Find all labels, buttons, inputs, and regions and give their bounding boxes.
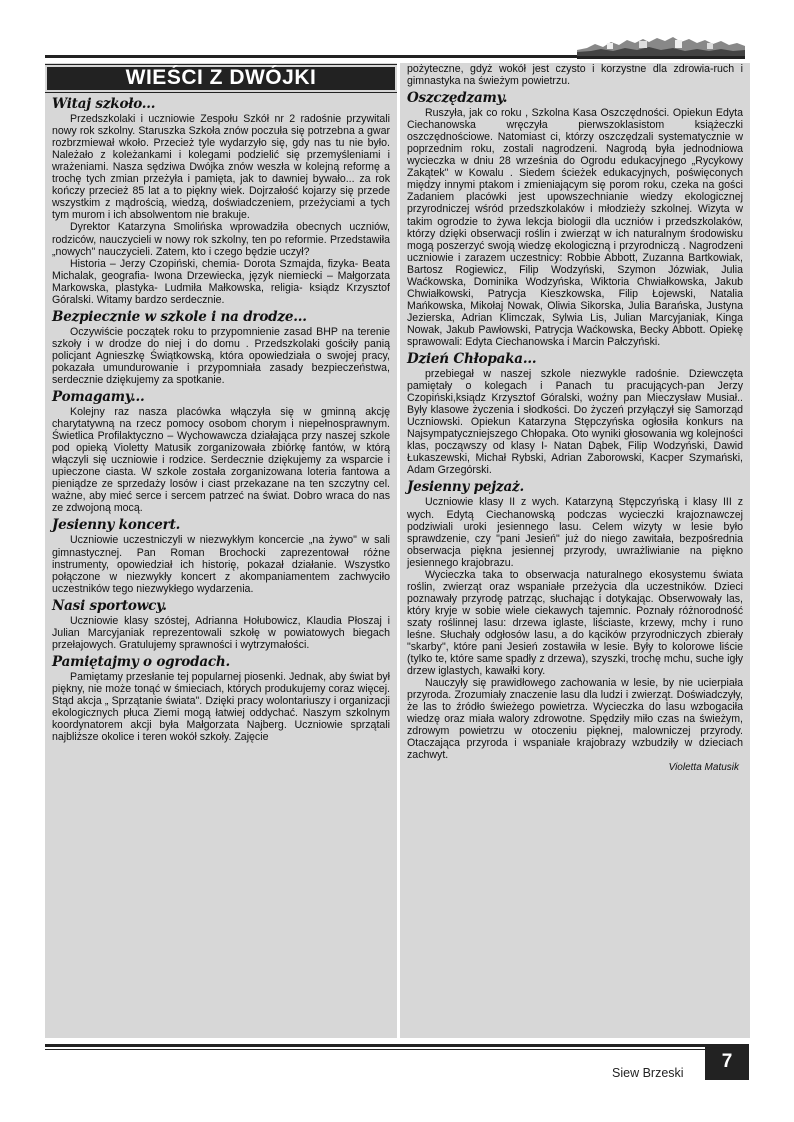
bottom-rule	[45, 1044, 705, 1047]
article-paragraph: Pamiętamy przesłanie tej popularnej piosenki. Jednak, aby świat był piękny, nie może tonąć w śmieciach, których produkujemy coraz więcej. Stąd akcja „ Sprzątanie świata". Dzięki pracy wolontariuszy i organizacji ekologicznych płuca Ziemi mogą łatwiej oddychać. Naszym szkolnym koordynatorem akcji była Małgorzata Najberg. Uczniowie sprzątali najbliższe okolice i teren wokół szkoły. Zajęcie	[52, 670, 390, 744]
article-heading: Oszczędzamy.	[407, 90, 508, 107]
article-heading: Pamiętajmy o ogrodach.	[52, 653, 231, 670]
article-heading: Jesienny pejzaż.	[407, 479, 524, 496]
article-heading: Witaj szkoło...	[52, 96, 156, 113]
village-landscape-image	[577, 30, 745, 59]
bottom-rule-thin	[45, 1049, 705, 1050]
article-heading: Dzień Chłopaka...	[407, 351, 537, 368]
article-paragraph: Historia – Jerzy Czopiński, chemia- Dorota Szmajda, fizyka- Beata Michalak, geografia- Iwona Drzewiecka, język niemiecki – Małgorzata Markowska, plastyka- Ludmiła Małkowska, religia- ksiądz Krzysztof Góralski. Witamy bardzo serdecznie.	[52, 257, 390, 306]
article-paragraph: Kolejny raz nasza placówka włączyła się w gminną akcję charytatywną na rzecz pomocy osobom chorym i niepełnosprawnym. Świetlica Profilaktyczno – Wychowawcza działająca przy naszej szkole pod opieką Violetty Matusik zorganizowała zbiórkę fantów, w którą włączyli się uczniowie i rodzice. Serdecznie dziękujemy za wsparcie i upieczone ciasta. W szkole została zorganizowana loteria fantowa a pieniądze ze sprzedaży losów i ciast przekazane na ten szczytny cel. ważne, aby mieć serce i sercem patrzeć na świat. Dobro wraca do nas ze zdwojoną mocą.	[52, 406, 390, 515]
article-heading: Nasi sportowcy.	[52, 597, 167, 614]
section-banner: WIEŚCI Z DWÓJKI	[47, 67, 395, 90]
article-paragraph: Przedszkolaki i uczniowie Zespołu Szkół nr 2 radośnie przywitali nowy rok szkolny. Staruszka Szkoła znów poczuła się potrzebna a gwar rozbrzmiewał wkoło. Przecież tyle wydarzyło się, gdy nas tu nie było. Należało z koleżankami i kolegami podzielić się przemyśleniami i wrażeniami. Nasza sędziwa Dwójka znów weszła w kolejną reformę a trochę tych zmian przeżyła i pamięta, jak to dawniej bywało... za rok kończy przecież 85 lat a to piękny wiek. Dojrzałość kojarzy się przede wszystkim z mądrością, wiedzą, doświadczeniem, przeżyciami a tych tym murom i ich absolwentom nie brakuje.	[52, 113, 390, 222]
article-paragraph-continued: pożyteczne, gdyż wokół jest czysto i korzystne dla zdrowia-ruch i gimnastyka na świeżym powietrzu.	[407, 63, 743, 88]
article-paragraph: Ruszyła, jak co roku , Szkolna Kasa Oszczędności. Opiekun Edyta Ciechanowska wręczyła pierwszoklasistom książeczki oszczędnościowe. Natomiast ci, którzy oszczędzali systematycznie w poprzednim roku, zostali nagrodzeni. Nagrodą była jednodniowa wycieczka w dniu 28 września do Ogrodu edukacyjnego „Rycykowy Zakątek" w Kowalu . Siedem ścieżek edukacyjnych, poświęconych między innymi ptakom i zmieniającym się porom roku, czeka na gości Zadaniem placówki jest upowszechnianie wiedzy ekologicznej przyrodniczej wśród przedszkolaków i młodzieży szkolnej. Wizyta w takim ogrodzie to żywa lekcja biologii dla uczniów i przedszkolaków, którzy dzięki obserwacji roślin i zwierząt w ich naturalnym środowisku mogą poszerzyć swoją wiedzę ekologiczną i przyrodniczą . Nagrodzeni uczniowie i zarazem uczestnicy: Robbie Abbott, Zuzanna Bartkowiak, Bartosz Rogiewicz, Filip Wodzyński, Szymon Józwiak, Julia Waćkowska, Dominika Wodzyńska, Wiktoria Chwiałkowska, Jakub Chwiałkowski, Patrycja Kieszkowska, Filip Łojewski, Natalia Mańkowska, Mikołaj Nowak, Oliwia Sikorska, Julia Barańska, Justyna Jezierska, Adrian Klimczak, Sylwia Lis, Julian Marcyjaniak, Kinga Nowak, Jakub Pawłowski, Patrycja Waćkowska, Becky Abbott. Opiekę sprawowali: Edyta Ciechanowska i Marcin Pałczyński.	[407, 107, 743, 348]
page-number: 7	[705, 1044, 749, 1080]
article-paragraph: Uczniowie klasy II z wych. Katarzyną Stępczyńską i klasy III z wych. Edytą Ciechanowską podczas wycieczki krajoznawczej podziwiali uroki jesiennego lasu. Celem wizyty w lesie było sprawdzenie, czy "pani Jesień" już do niego zawitała, bezpośrednia obserwacja piękna jesiennej przyrody, uwrażliwianie na piękno jesiennego krajobrazu.	[407, 496, 743, 569]
left-column	[45, 63, 397, 1038]
article-heading: Pomagamy...	[52, 389, 145, 406]
right-column	[400, 63, 750, 1038]
article-paragraph: Dyrektor Katarzyna Smolińska wprowadziła obecnych uczniów, rodziców, nauczycieli w nowy rok szkolny, ten po reformie. Przedstawiła „nowych" nauczycieli. Zatem, kto i czego będzie uczył?	[52, 221, 390, 258]
author-signature: Violetta Matusik	[668, 762, 739, 774]
article-paragraph: Uczniowie uczestniczyli w niezwykłym koncercie „na żywo" w sali gimnastycznej. Pan Roman Brochocki zaprezentował różne instrumenty, opowiedział ich historię, pokazał działanie. Wszystko połączone w niezwykły koncert z akompaniamentem zachwyciło uczestników tego niezwykłego wydarzenia.	[52, 534, 390, 595]
article-paragraph: Wycieczka taka to obserwacja naturalnego ekosystemu świata roślin, zwierząt oraz wspaniałe przeżycia dla uczestników. Dzieci poznawały przyrodę patrząc, słuchając i dotykając. Obserwowały las, który kryje w sobie wiele ciekawych tajemnic. Poznały różnorodność szaty roślinnej lasu: drzewa iglaste, liściaste, krzewy, mchy i runo leśne. Słuchały odgłosów lasu, a do kącików przyrodniczych zbierały "skarby", które pani Jesień zostawiła w lesie. Były to kolorowe liście (tylko te, które same spadły z drzewa), szyszki, trochę mchu, suche igły drzew iglastych, kawałki kory.	[407, 568, 743, 678]
article-paragraph: przebiegał w naszej szkole niezwykle radośnie. Dziewczęta pamiętały o kolegach i Panach tu pracujących-pan Jerzy Czopiński,ksiądz Krzysztof Góralski, woźny pan Mieczysław Musiał.. Były klasowe życzenia i słodkości. Do życzeń przyłączył się Samorząd Uczniowski. Opiekun Katarzyna Stępczyńska ogłosiła konkurs na Najsympatyczniejszego Chłopaka. Oto wyniki głosowania wg kolejności klas, począwszy od klasy I- Natan Dąbek, Filip Wodzyński, Dawid Łukaszewski, Michał Rybski, Adrian Zaborowski, Kacper Szymański, Adam Grzegórski.	[407, 368, 743, 477]
article-heading: Jesienny koncert.	[52, 517, 181, 534]
article-paragraph: Nauczyły się prawidłowego zachowania w lesie, by nie ucierpiała przyroda. Zrozumiały znaczenie lasu dla ludzi i zwierząt. Doświadczyły, że las to źródło świeżego powietrza. Wycieczka do lasu wzbogaciła wiedzę oraz miała walory zdrowotne. Spędziły miło czas na świeżym, zdrowym powietrzu w otoczeniu pięknej, malowniczej przyrody. Otaczająca przyroda i wspaniałe krajobrazy wzbudziły w dzieciach zachwyt.	[407, 677, 743, 762]
publication-name: Siew Brzeski	[612, 1066, 684, 1080]
article-paragraph: Oczywiście początek roku to przypomnienie zasad BHP na terenie szkoły i w drodze do niej i do domu . Przedszkolaki gościły panią policjant Agnieszkę Świątkowską, która opowiedziała o swojej pracy, pokazała umundurowanie i przypomniała zasady bezpieczeństwa, serdecznie dziękujemy za spotkanie.	[52, 325, 390, 386]
top-rule	[45, 55, 577, 58]
article-heading: Bezpiecznie w szkole i na drodze...	[52, 308, 307, 325]
article-paragraph: Uczniowie klasy szóstej, Adrianna Hołubowicz, Klaudia Płoszaj i Julian Marcyjaniak reprezentowali szkołę w powiatowych biegach przełajowych. Gratulujemy sprawności i wytrzymałości.	[52, 614, 390, 651]
